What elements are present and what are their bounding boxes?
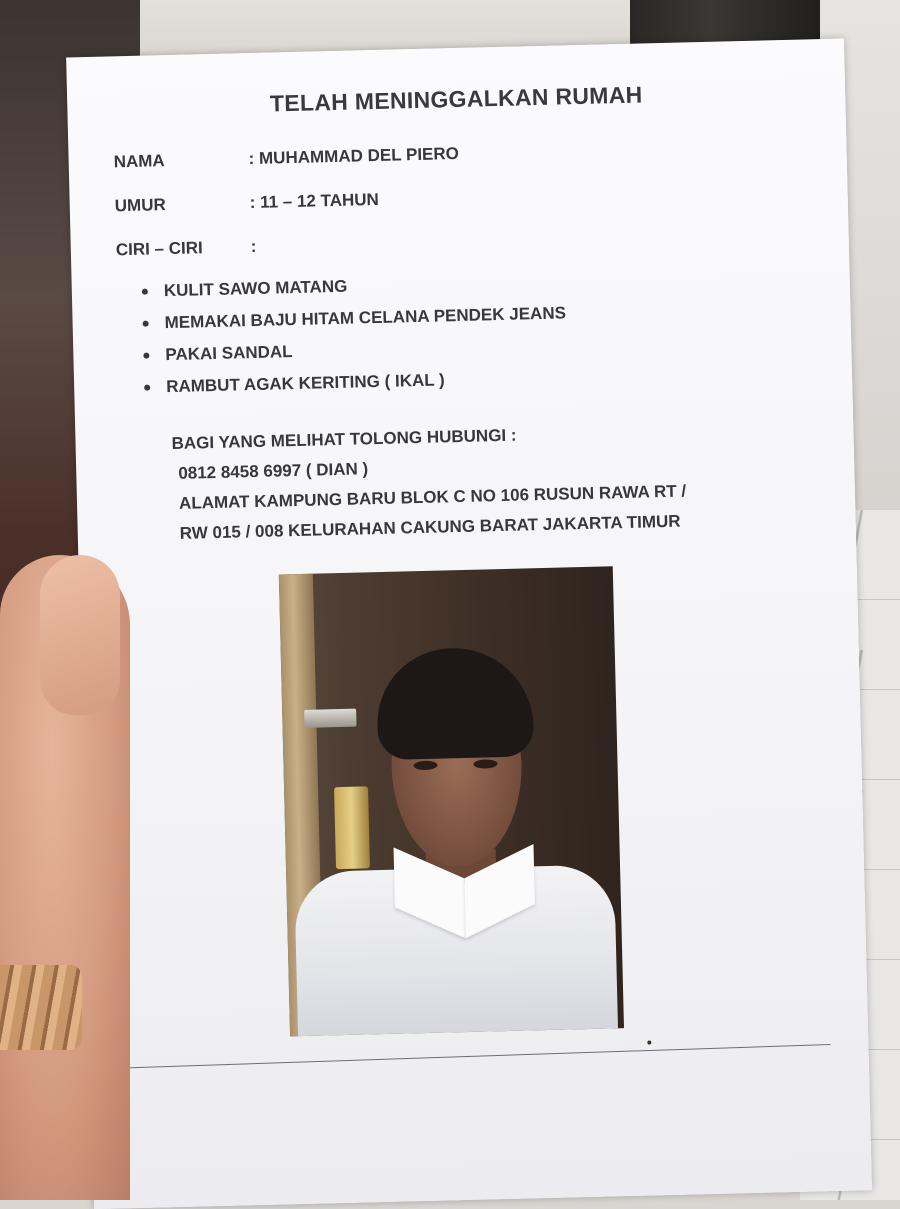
traits-label: CIRI – CIRI xyxy=(115,238,203,260)
photo-hair xyxy=(376,646,535,760)
age-row xyxy=(114,182,715,216)
flyer-title: TELAH MENINGGALKAN RUMAH xyxy=(269,81,643,117)
contact-phone: 0812 8458 6997 ( DIAN ) xyxy=(178,459,369,483)
name-value: : MUHAMMAD DEL PIERO xyxy=(248,143,460,169)
traits-list xyxy=(141,265,567,403)
name-label: NAMA xyxy=(113,151,165,172)
age-label: UMUR xyxy=(114,195,166,216)
age-value: : 11 – 12 TAHUN xyxy=(249,189,380,213)
traits-row xyxy=(115,226,716,260)
contact-heading: BAGI YANG MELIHAT TOLONG HUBUNGI : xyxy=(171,425,517,454)
traits-colon: : xyxy=(250,236,257,257)
thumb xyxy=(40,555,120,715)
trait-item: RAMBUT AGAK KERITING ( IKAL ) xyxy=(144,361,568,403)
contact-block xyxy=(171,417,687,550)
name-row xyxy=(113,138,713,172)
photo-door-lock xyxy=(334,786,370,869)
print-dot xyxy=(647,1041,651,1045)
trait-item: KULIT SAWO MATANG xyxy=(141,265,565,307)
trait-item: MEMAKAI BAJU HITAM CELANA PENDEK JEANS xyxy=(142,297,566,339)
photo-door-latch xyxy=(304,709,356,728)
child-photo xyxy=(279,566,624,1036)
contact-address-line2: RW 015 / 008 KELURAHAN CAKUNG BARAT JAKARTA TIMUR xyxy=(179,511,681,543)
wristwatch xyxy=(0,965,82,1050)
fold-line xyxy=(111,1044,831,1069)
trait-item: PAKAI SANDAL xyxy=(143,329,567,371)
missing-person-flyer xyxy=(66,38,872,1209)
contact-address-line1: ALAMAT KAMPUNG BARU BLOK C NO 106 RUSUN RAWA RT / xyxy=(178,481,687,513)
